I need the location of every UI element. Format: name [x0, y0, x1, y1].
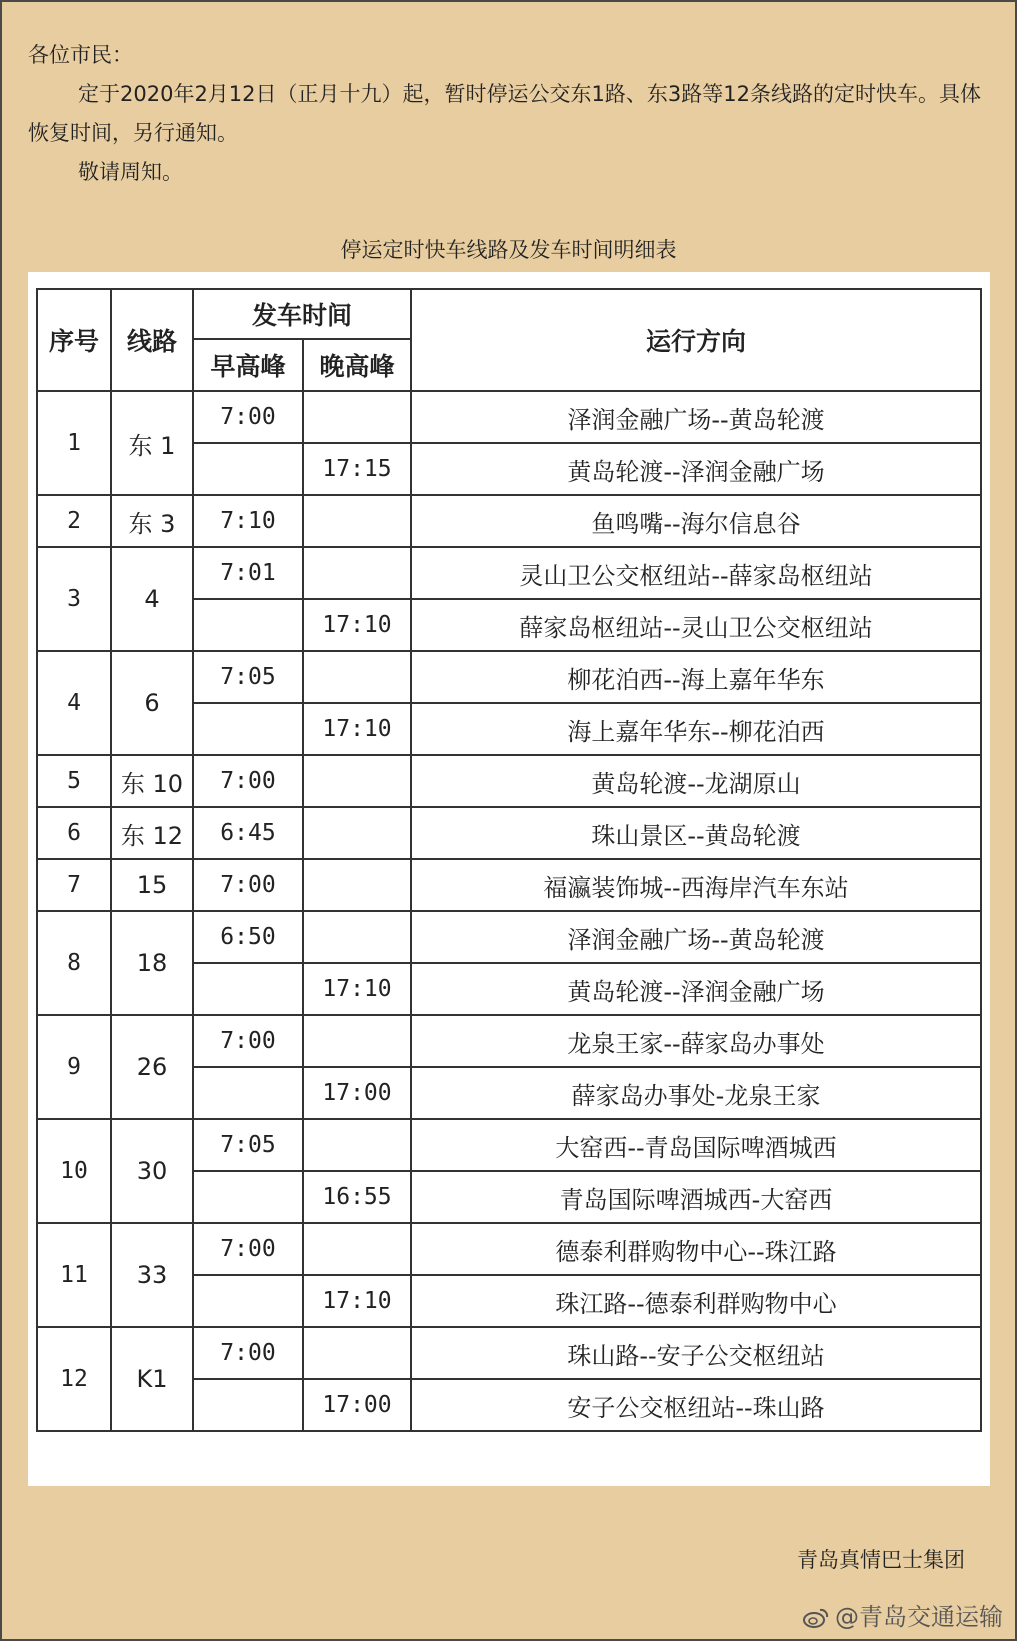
- row-evening: [303, 547, 411, 599]
- row-evening: 16:55: [303, 1171, 411, 1223]
- row-no: 7: [37, 859, 111, 911]
- row-evening: 17:00: [303, 1067, 411, 1119]
- notice-closing: 敬请周知。: [78, 160, 183, 184]
- row-evening: [303, 391, 411, 443]
- row-evening: 17:10: [303, 703, 411, 755]
- row-route: 东 12: [111, 807, 193, 859]
- row-route: 15: [111, 859, 193, 911]
- row-evening: 17:00: [303, 1379, 411, 1431]
- row-no: 4: [37, 651, 111, 755]
- row-route: 东 1: [111, 391, 193, 495]
- table-row: [37, 807, 981, 859]
- row-morning: [193, 1275, 303, 1327]
- row-evening: 17:10: [303, 599, 411, 651]
- row-morning: 7:05: [193, 1119, 303, 1171]
- row-no: 1: [37, 391, 111, 495]
- header-morning: 早高峰: [193, 339, 303, 391]
- notice-text: [28, 36, 993, 192]
- header-route: 线路: [111, 289, 193, 391]
- row-no: 3: [37, 547, 111, 651]
- table-row: [37, 495, 981, 547]
- row-morning: [193, 1171, 303, 1223]
- row-route: 30: [111, 1119, 193, 1223]
- row-evening: [303, 755, 411, 807]
- row-morning: 7:00: [193, 755, 303, 807]
- row-evening: 17:10: [303, 963, 411, 1015]
- row-evening: [303, 1119, 411, 1171]
- row-no: 12: [37, 1327, 111, 1431]
- row-direction: 灵山卫公交枢纽站--薛家岛枢纽站: [411, 547, 981, 599]
- weibo-icon: [803, 1607, 829, 1629]
- row-morning: [193, 963, 303, 1015]
- row-no: 5: [37, 755, 111, 807]
- row-direction: 德泰利群购物中心--珠江路: [411, 1223, 981, 1275]
- row-direction: 海上嘉年华东--柳花泊西: [411, 703, 981, 755]
- table-row: [37, 1223, 981, 1275]
- routes-table-body: [37, 391, 981, 1431]
- table-row: [37, 1327, 981, 1379]
- row-evening: [303, 1223, 411, 1275]
- row-direction: 珠山路--安子公交枢纽站: [411, 1327, 981, 1379]
- table-row: [37, 547, 981, 599]
- notice-paragraph: 定于2020年2月12日（正月十九）起，暂时停运公交东1路、东3路等12条线路的定时快车。具体恢复时间，另行通知。: [28, 82, 981, 145]
- row-direction: 龙泉王家--薛家岛办事处: [411, 1015, 981, 1067]
- row-evening: 17:15: [303, 443, 411, 495]
- row-morning: 6:45: [193, 807, 303, 859]
- row-morning: 7:00: [193, 1327, 303, 1379]
- row-route: 4: [111, 547, 193, 651]
- row-morning: [193, 703, 303, 755]
- row-evening: [303, 911, 411, 963]
- row-direction: 黄岛轮渡--泽润金融广场: [411, 963, 981, 1015]
- routes-table: [36, 288, 982, 1432]
- row-route: 26: [111, 1015, 193, 1119]
- table-caption: 停运定时快车线路及发车时间明细表: [340, 238, 677, 262]
- row-direction: 安子公交枢纽站--珠山路: [411, 1379, 981, 1431]
- header-direction: 运行方向: [411, 289, 981, 391]
- row-morning: [193, 599, 303, 651]
- row-direction: 黄岛轮渡--泽润金融广场: [411, 443, 981, 495]
- row-evening: [303, 859, 411, 911]
- row-direction: 鱼鸣嘴--海尔信息谷: [411, 495, 981, 547]
- watermark-text: @青岛交通运输: [835, 1603, 1003, 1631]
- row-direction: 青岛国际啤酒城西-大窑西: [411, 1171, 981, 1223]
- row-direction: 珠山景区--黄岛轮渡: [411, 807, 981, 859]
- row-route: 33: [111, 1223, 193, 1327]
- row-evening: [303, 1015, 411, 1067]
- row-direction: 薛家岛办事处-龙泉王家: [411, 1067, 981, 1119]
- row-morning: [193, 1379, 303, 1431]
- row-morning: 7:05: [193, 651, 303, 703]
- header-evening: 晚高峰: [303, 339, 411, 391]
- header-no: 序号: [37, 289, 111, 391]
- signature: 青岛真情巴士集团: [797, 1548, 965, 1572]
- row-morning: 7:00: [193, 1223, 303, 1275]
- row-no: 2: [37, 495, 111, 547]
- row-route: 东 10: [111, 755, 193, 807]
- row-evening: [303, 1327, 411, 1379]
- row-morning: 6:50: [193, 911, 303, 963]
- row-route: 6: [111, 651, 193, 755]
- row-morning: 7:01: [193, 547, 303, 599]
- row-no: 9: [37, 1015, 111, 1119]
- row-direction: 薛家岛枢纽站--灵山卫公交枢纽站: [411, 599, 981, 651]
- row-morning: 7:10: [193, 495, 303, 547]
- row-route: 东 3: [111, 495, 193, 547]
- row-no: 6: [37, 807, 111, 859]
- row-evening: 17:10: [303, 1275, 411, 1327]
- row-direction: 泽润金融广场--黄岛轮渡: [411, 911, 981, 963]
- row-direction: 黄岛轮渡--龙湖原山: [411, 755, 981, 807]
- row-no: 10: [37, 1119, 111, 1223]
- row-morning: 7:00: [193, 1015, 303, 1067]
- row-direction: 珠江路--德泰利群购物中心: [411, 1275, 981, 1327]
- row-route: K1: [111, 1327, 193, 1431]
- header-departure: 发车时间: [193, 289, 411, 339]
- row-evening: [303, 495, 411, 547]
- table-row: [37, 911, 981, 963]
- row-direction: 福瀛装饰城--西海岸汽车东站: [411, 859, 981, 911]
- row-evening: [303, 807, 411, 859]
- row-morning: 7:00: [193, 391, 303, 443]
- watermark: [803, 1597, 1003, 1632]
- row-morning: [193, 443, 303, 495]
- row-direction: 泽润金融广场--黄岛轮渡: [411, 391, 981, 443]
- greeting: 各位市民：: [28, 43, 133, 67]
- row-direction: 大窑西--青岛国际啤酒城西: [411, 1119, 981, 1171]
- row-morning: [193, 1067, 303, 1119]
- table-row: [37, 1015, 981, 1067]
- table-row: [37, 859, 981, 911]
- table-panel: [28, 272, 990, 1486]
- table-row: [37, 391, 981, 443]
- table-row: [37, 651, 981, 703]
- row-route: 18: [111, 911, 193, 1015]
- row-evening: [303, 651, 411, 703]
- table-row: [37, 755, 981, 807]
- table-row: [37, 1119, 981, 1171]
- row-no: 11: [37, 1223, 111, 1327]
- row-direction: 柳花泊西--海上嘉年华东: [411, 651, 981, 703]
- row-morning: 7:00: [193, 859, 303, 911]
- row-no: 8: [37, 911, 111, 1015]
